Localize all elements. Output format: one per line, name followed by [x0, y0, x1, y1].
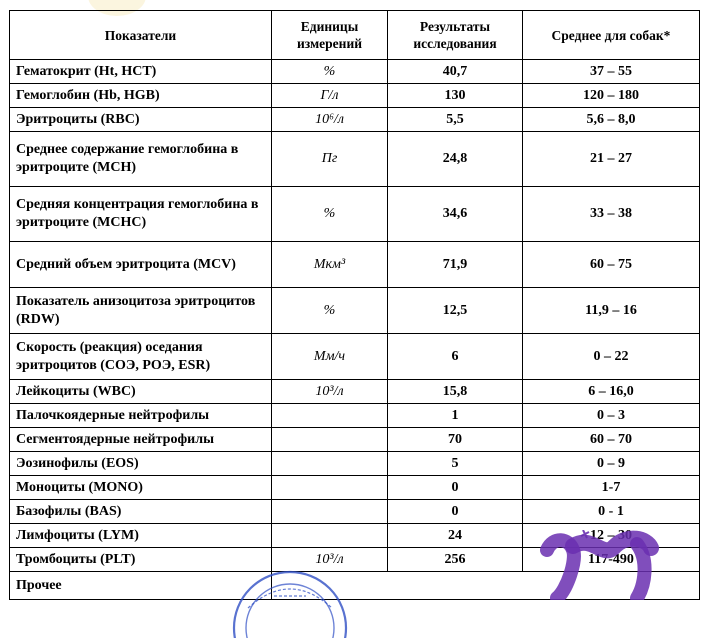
table-row: [10, 132, 700, 187]
row-value: 34,6: [388, 187, 523, 242]
row-value: 71,9: [388, 242, 523, 288]
row-value: 12,5: [388, 288, 523, 334]
row-unit: Пг: [272, 132, 388, 187]
row-value: 130: [388, 84, 523, 108]
row-reference: 5,6 – 8,0: [523, 108, 700, 132]
row-name: Базофилы (BAS): [10, 500, 272, 524]
table-row: [10, 288, 700, 334]
row-name: Эозинофилы (EOS): [10, 452, 272, 476]
table-row: [10, 187, 700, 242]
row-unit: [272, 500, 388, 524]
row-unit: 10³/л: [272, 548, 388, 572]
row-unit: [272, 428, 388, 452]
row-name: Показатель анизоцитоза эритроцитов (RDW): [10, 288, 272, 334]
row-reference: 0 – 3: [523, 404, 700, 428]
row-name: Палочкоядерные нейтрофилы: [10, 404, 272, 428]
table-row: [10, 242, 700, 288]
table-row: [10, 380, 700, 404]
table-row: [10, 428, 700, 452]
row-value: 0: [388, 500, 523, 524]
row-reference: 0 – 9: [523, 452, 700, 476]
row-unit: [272, 524, 388, 548]
row-reference: 60 – 75: [523, 242, 700, 288]
table-row: [10, 404, 700, 428]
row-value: 256: [388, 548, 523, 572]
row-name: Тромбоциты (PLT): [10, 548, 272, 572]
table-row: [10, 476, 700, 500]
row-value: 70: [388, 428, 523, 452]
table-header-row: [10, 11, 700, 60]
row-name: Средний объем эритроцита (MCV): [10, 242, 272, 288]
row-name: Гематокрит (Ht, HCT): [10, 60, 272, 84]
table-row: [10, 500, 700, 524]
table-row: [10, 108, 700, 132]
table-row: [10, 84, 700, 108]
row-reference: 0 - 1: [523, 500, 700, 524]
row-name: Моноциты (MONO): [10, 476, 272, 500]
row-name: Эритроциты (RBC): [10, 108, 272, 132]
row-reference: 0 – 22: [523, 334, 700, 380]
row-unit: [272, 404, 388, 428]
row-reference: 33 – 38: [523, 187, 700, 242]
row-name: Среднее содержание гемоглобина в эритроците (MCH): [10, 132, 272, 187]
table-row: [10, 548, 700, 572]
row-value: 40,7: [388, 60, 523, 84]
row-unit: Мкм³: [272, 242, 388, 288]
row-value: 0: [388, 476, 523, 500]
table-row-other: [10, 572, 700, 600]
row-reference: 21 – 27: [523, 132, 700, 187]
row-unit: %: [272, 288, 388, 334]
header-reference: Среднее для собак*: [523, 11, 700, 60]
row-reference: 120 – 180: [523, 84, 700, 108]
table-row: [10, 452, 700, 476]
row-value: 6: [388, 334, 523, 380]
other-value: [272, 572, 700, 600]
row-reference: 1-7: [523, 476, 700, 500]
row-reference: 11,9 – 16: [523, 288, 700, 334]
header-results: Результаты исследования: [388, 11, 523, 60]
table-row: [10, 334, 700, 380]
row-unit: %: [272, 60, 388, 84]
row-reference: 117-490: [523, 548, 700, 572]
row-unit: Г/л: [272, 84, 388, 108]
header-indicators: Показатели: [10, 11, 272, 60]
row-unit: [272, 452, 388, 476]
row-value: 24,8: [388, 132, 523, 187]
row-name: Средняя концентрация гемоглобина в эритроците (MCHC): [10, 187, 272, 242]
row-value: 5,5: [388, 108, 523, 132]
row-unit: 10⁶/л: [272, 108, 388, 132]
table-row: [10, 60, 700, 84]
other-label: Прочее: [10, 572, 272, 600]
row-value: 5: [388, 452, 523, 476]
row-unit: Мм/ч: [272, 334, 388, 380]
row-name: Скорость (реакция) оседания эритроцитов (СОЭ, РОЭ, ESR): [10, 334, 272, 380]
header-units: Единицы измерений: [272, 11, 388, 60]
row-name: Лимфоциты (LYM): [10, 524, 272, 548]
row-unit: [272, 476, 388, 500]
row-unit: 10³/л: [272, 380, 388, 404]
table-row: [10, 524, 700, 548]
row-unit: %: [272, 187, 388, 242]
row-reference: 6 – 16,0: [523, 380, 700, 404]
blood-test-table: [9, 10, 700, 600]
row-reference: 12 – 30: [523, 524, 700, 548]
row-reference: 37 – 55: [523, 60, 700, 84]
row-reference: 60 – 70: [523, 428, 700, 452]
row-name: Лейкоциты (WBC): [10, 380, 272, 404]
row-name: Сегментоядерные нейтрофилы: [10, 428, 272, 452]
row-name: Гемоглобин (Hb, HGB): [10, 84, 272, 108]
row-value: 24: [388, 524, 523, 548]
row-value: 1: [388, 404, 523, 428]
row-value: 15,8: [388, 380, 523, 404]
